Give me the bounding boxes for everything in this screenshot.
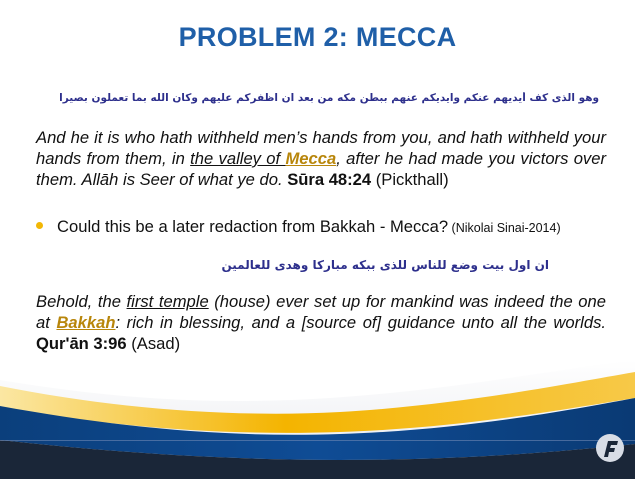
first-temple-link-text: first temple — [126, 292, 209, 311]
sura-reference: Sūra 48:24 — [287, 170, 372, 189]
arabic-verse-quran-3-96: ان اول بيت وضع للناس للذى ببكه مباركا وهدى للعالمين — [221, 258, 549, 272]
presentation-brand-logo-icon — [595, 433, 625, 463]
mecca-highlight: Mecca — [285, 149, 337, 168]
paragraph-quran-3-96 — [36, 291, 606, 354]
paragraph-2-text-end: : rich in blessing, and a [source of] guidance unto all the worlds. — [115, 313, 606, 332]
paragraph-2-text-middle: (house) ever set up for mankind was indeed the one at — [36, 292, 606, 332]
slide-title: PROBLEM 2: MECCA — [178, 22, 457, 52]
translator-asad: (Asad) — [126, 334, 181, 353]
bullet-item — [36, 217, 616, 237]
paragraph-2-text-start: Behold, the — [36, 292, 127, 311]
translator-pickthall: (Pickthall) — [371, 170, 449, 189]
valley-of-link-text: the valley of — [190, 149, 286, 168]
bakkah-highlight: Bakkah — [56, 313, 116, 332]
paragraph-1-text-start: And he it is who hath withheld men’s hands from you, and hath withheld your hands from them, in — [36, 128, 606, 168]
paragraph-1-text-end: , after he had made you victors over them. Allāh is Seer of what ye do. — [36, 149, 606, 189]
bullet-citation: (Nikolai Sinai-2014) — [448, 221, 561, 235]
bullet-text: Could this be a later redaction from Bakkah - Mecca? — [57, 217, 449, 236]
footer-wave-decoration — [0, 360, 635, 479]
arabic-verse-sura-48-24: وهو الذى كف أيديهم عنكم وايديكم عنهم ببطن مكه من بعد ان اظفركم عليهم وكان الله بما تعملون بصيرا — [59, 92, 599, 104]
quran-reference: Qur'ān 3:96 — [36, 334, 127, 353]
bullet-dot-icon — [36, 222, 43, 229]
paragraph-sura-48-24 — [36, 127, 606, 190]
